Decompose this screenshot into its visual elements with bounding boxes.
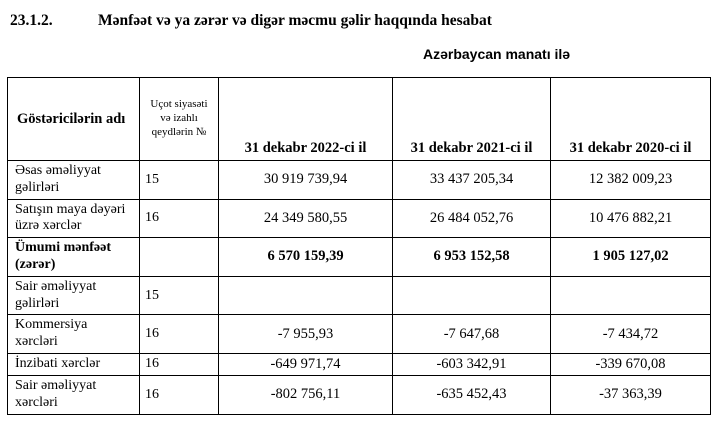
row-name-cell: Ümumi mənfəət (zərər) bbox=[8, 238, 140, 277]
value-cell-2022: 24 349 580,55 bbox=[219, 199, 393, 238]
table-row bbox=[8, 199, 711, 238]
value-cell-2020: -37 363,39 bbox=[551, 375, 711, 414]
value-cell-2021: -635 452,43 bbox=[393, 375, 551, 414]
value-cell-2021: 26 484 052,76 bbox=[393, 199, 551, 238]
table-row bbox=[8, 161, 711, 200]
note-cell: 15 bbox=[140, 161, 219, 200]
row-name-cell: İnzibati xərclər bbox=[8, 353, 140, 375]
currency-note: Azərbaycan manatı ilə bbox=[423, 46, 571, 62]
column-header-indicator: Göstəricilərin adı bbox=[8, 78, 140, 161]
table-row-total bbox=[8, 238, 711, 277]
section-number: 23.1.2. bbox=[10, 12, 53, 29]
column-header-2022: 31 dekabr 2022-ci il bbox=[219, 78, 393, 161]
column-header-note: Uçot siyasəti və izahlı qeydlərin № bbox=[140, 78, 219, 161]
value-cell-2022: -649 971,74 bbox=[219, 353, 393, 375]
value-cell-2022: -7 955,93 bbox=[219, 315, 393, 354]
note-cell: 16 bbox=[140, 199, 219, 238]
value-cell-2020: -339 670,08 bbox=[551, 353, 711, 375]
value-cell-2020: 10 476 882,21 bbox=[551, 199, 711, 238]
row-name-cell: Satışın maya dəyəri üzrə xərclər bbox=[8, 199, 140, 238]
value-cell-2020: 1 905 127,02 bbox=[551, 238, 711, 277]
column-header-2021: 31 dekabr 2021-ci il bbox=[393, 78, 551, 161]
note-cell: 15 bbox=[140, 276, 219, 315]
value-cell-2021: 6 953 152,58 bbox=[393, 238, 551, 277]
value-cell-2021: -603 342,91 bbox=[393, 353, 551, 375]
note-cell: 16 bbox=[140, 315, 219, 354]
value-cell-2022: 30 919 739,94 bbox=[219, 161, 393, 200]
page-title: Mənfəət və ya zərər və digər məcmu gəlir haqqında hesabat bbox=[98, 12, 492, 29]
table-row bbox=[8, 375, 711, 414]
table-row bbox=[8, 276, 711, 315]
row-name-cell: Kommersiya xərcləri bbox=[8, 315, 140, 354]
income-statement-table bbox=[7, 77, 711, 415]
table-row bbox=[8, 315, 711, 354]
table-row bbox=[8, 353, 711, 375]
note-cell: 16 bbox=[140, 353, 219, 375]
note-cell: 16 bbox=[140, 375, 219, 414]
note-cell bbox=[140, 238, 219, 277]
value-cell-2020: 12 382 009,23 bbox=[551, 161, 711, 200]
row-name-cell: Sair əməliyyat xərcləri bbox=[8, 375, 140, 414]
column-header-2020: 31 dekabr 2020-ci il bbox=[551, 78, 711, 161]
row-name-cell: Əsas əməliyyat gəlirləri bbox=[8, 161, 140, 200]
value-cell-2022: 6 570 159,39 bbox=[219, 238, 393, 277]
value-cell-2021 bbox=[393, 276, 551, 315]
value-cell-2021: -7 647,68 bbox=[393, 315, 551, 354]
value-cell-2020: -7 434,72 bbox=[551, 315, 711, 354]
value-cell-2022 bbox=[219, 276, 393, 315]
value-cell-2020 bbox=[551, 276, 711, 315]
table-header-row bbox=[8, 78, 711, 161]
value-cell-2021: 33 437 205,34 bbox=[393, 161, 551, 200]
row-name-cell: Sair əməliyyat gəlirləri bbox=[8, 276, 140, 315]
value-cell-2022: -802 756,11 bbox=[219, 375, 393, 414]
